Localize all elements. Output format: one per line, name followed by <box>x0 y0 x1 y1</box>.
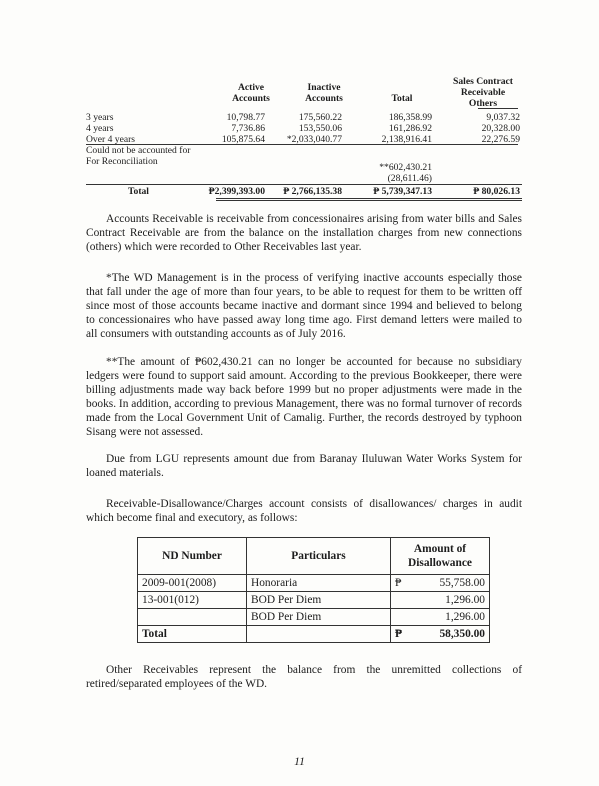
row-inactive: *2,033,040.77 <box>286 134 342 145</box>
row-label: 4 years <box>86 123 114 134</box>
row-total: 186,358.99 <box>388 112 432 123</box>
cell-particulars: BOD Per Diem <box>247 609 391 626</box>
paragraph-accounts-receivable <box>86 212 522 254</box>
row-inactive: 175,560.22 <box>298 112 342 123</box>
header-active <box>219 82 283 104</box>
row-label: 3 years <box>86 112 114 123</box>
page-number: 11 <box>294 756 305 768</box>
header-active-line1: Active <box>237 82 265 93</box>
cell-amount <box>391 609 490 626</box>
currency-symbol: ₱ <box>395 628 402 640</box>
row-total: 161,286.92 <box>388 123 432 134</box>
header-particulars: Particulars <box>247 538 391 575</box>
header-inactive-line1: Inactive <box>307 82 341 93</box>
header-amount-line1: Amount of <box>413 543 467 555</box>
total-underline-2 <box>216 200 522 201</box>
row-sales: 20,328.00 <box>481 123 520 134</box>
row-total: **602,430.21 <box>379 162 432 173</box>
currency-symbol: ₱ <box>395 577 402 589</box>
table-row <box>86 145 522 156</box>
header-total: Total <box>391 93 413 104</box>
amount-value: 1,296.00 <box>445 594 485 606</box>
cell-nd-number: 13-001(012) <box>138 592 247 609</box>
cell-particulars: BOD Per Diem <box>247 592 391 609</box>
table-row <box>86 123 522 134</box>
table-row <box>86 112 522 123</box>
paragraph-other-receivables <box>86 663 522 691</box>
total-active: ₱2,399,393.00 <box>208 186 265 197</box>
cell-nd-number <box>138 609 247 626</box>
header-active-line2: Accounts <box>232 93 270 104</box>
total-label: Total <box>138 626 247 643</box>
row-inactive: 153,550.06 <box>298 123 342 134</box>
header-inactive-line2: Accounts <box>305 93 343 104</box>
paragraph-text: *The WD Management is in the process of verifying inactive accounts especially those that fall under the age of more than four years, to be able to request for them to be written off since most of those accounts became inactive and dormant since 1994 and believed to belong to concessionaires who have passed away long time ago. First demand letters were mailed to all consumers with outstanding accounts as of July 2016. <box>86 272 522 340</box>
table-row <box>138 609 490 626</box>
header-sales <box>442 76 524 109</box>
cell-amount <box>391 592 490 609</box>
row-active: 105,875.64 <box>221 134 265 145</box>
amount-value: 55,758.00 <box>439 577 485 589</box>
table-header-row <box>138 538 490 575</box>
row-active: 7,736.86 <box>231 123 265 134</box>
cell-amount <box>391 575 490 592</box>
total-sales: ₱ 80,026.13 <box>473 186 520 197</box>
subtotal-underline <box>86 144 518 145</box>
paragraph-text: Receivable-Disallowance/Charges account consists of disallowances/ charges in audit which become final and executory, as follows: <box>86 498 522 524</box>
header-sales-line3: Others <box>468 98 498 109</box>
header-amount-line2: Disallowance <box>408 557 472 569</box>
table-row <box>138 575 490 592</box>
header-sales-underline <box>478 108 518 109</box>
total-underline-1 <box>216 198 522 199</box>
total-inactive: ₱ 2,766,135.38 <box>283 186 342 197</box>
row-label: For Reconciliation <box>86 156 158 167</box>
row-label: Could not be accounted for <box>86 145 191 156</box>
header-inactive <box>289 82 359 104</box>
row-active: 10,798.77 <box>226 112 265 123</box>
row-total: (28,611.46) <box>387 173 432 184</box>
row-total: 2,138,916.41 <box>381 134 432 145</box>
cell-particulars: Honoraria <box>247 575 391 592</box>
paragraph-text: Accounts Receivable is receivable from concessionaires arising from water bills and Sales Contract Receivable are from the balance on the installation charges from new connections (others) which were recorded to Other Receivables last year. <box>86 213 522 253</box>
header-sales-line2: Receivable <box>460 87 506 98</box>
header-nd-number: ND Number <box>138 538 247 575</box>
paragraph-unaccounted-amount-note <box>86 355 522 439</box>
paragraph-wd-management-note <box>86 271 522 341</box>
header-amount <box>391 538 490 575</box>
total-topline <box>86 184 522 185</box>
table-row <box>86 173 522 184</box>
disallowance-table <box>137 537 490 643</box>
table-row <box>138 592 490 609</box>
total-label: Total <box>128 186 149 197</box>
cell-nd-number: 2009-001(2008) <box>138 575 247 592</box>
total-row <box>138 626 490 643</box>
table-row <box>86 156 522 173</box>
cell-total-amount <box>391 626 490 643</box>
row-sales: 22,276.59 <box>481 134 520 145</box>
total-row <box>86 186 522 197</box>
header-sales-line1: Sales Contract <box>453 76 513 87</box>
paragraph-text: **The amount of ₱602,430.21 can no longer be accounted for because no subsidiary ledgers were found to support said amount. According to the previous Bookkeeper, there were billing adjustments made way back before 1999 but no proper adjustments were made in the books. In addition, according to previous Management, there was no formal turnover of records made from the Local Government Unit of Camalig. Further, the records destroyed by typhoon Sisang were not assessed. <box>86 356 522 438</box>
row-sales: 9,037.32 <box>486 112 520 123</box>
paragraph-due-from-lgu <box>86 452 522 480</box>
total-total: ₱ 5,739,347.13 <box>373 186 432 197</box>
paragraph-text: Other Receivables represent the balance from the unremitted collections of retired/separated employees of the WD. <box>86 664 522 690</box>
paragraph-disallowance-intro <box>86 497 522 525</box>
paragraph-text: Due from LGU represents amount due from Baranay Iluluwan Water Works System for loaned materials. <box>86 453 522 479</box>
row-label: Over 4 years <box>86 134 136 145</box>
amount-value: 1,296.00 <box>445 611 485 623</box>
cell-empty <box>247 626 391 643</box>
total-amount-value: 58,350.00 <box>439 628 485 640</box>
